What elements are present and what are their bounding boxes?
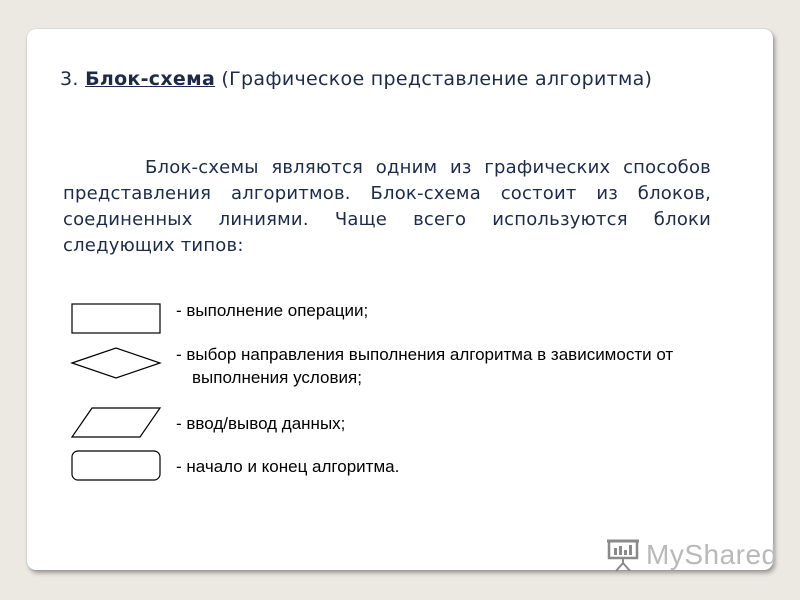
legend-label-decision: - выбор направления выполнения алгоритма в зависимости от: [176, 345, 674, 364]
heading-subtitle: (Графическое представление алгоритма): [221, 68, 653, 90]
heading-term-link[interactable]: Блок-схема: [85, 68, 216, 90]
legend-label-decision-cont: выполнения условия;: [192, 368, 362, 387]
legend-label-io: - ввод/вывод данных;: [176, 414, 346, 433]
legend-label-terminal: - начало и конец алгоритма.: [176, 457, 400, 476]
slide-card: [27, 29, 773, 570]
presentation-board-icon: [606, 538, 642, 572]
legend-label-process: - выполнение операции;: [176, 301, 369, 320]
heading-number: 3.: [60, 68, 79, 90]
logo-text: MyShared: [646, 539, 778, 570]
intro-paragraph: Блок-схемы являются одним из графических способов представления алгоритмов. Блок-схема состоит из блоков, соединенных линиями. Чаще всего используются блоки следующих типов:: [63, 157, 711, 256]
slide-heading: [60, 68, 652, 90]
